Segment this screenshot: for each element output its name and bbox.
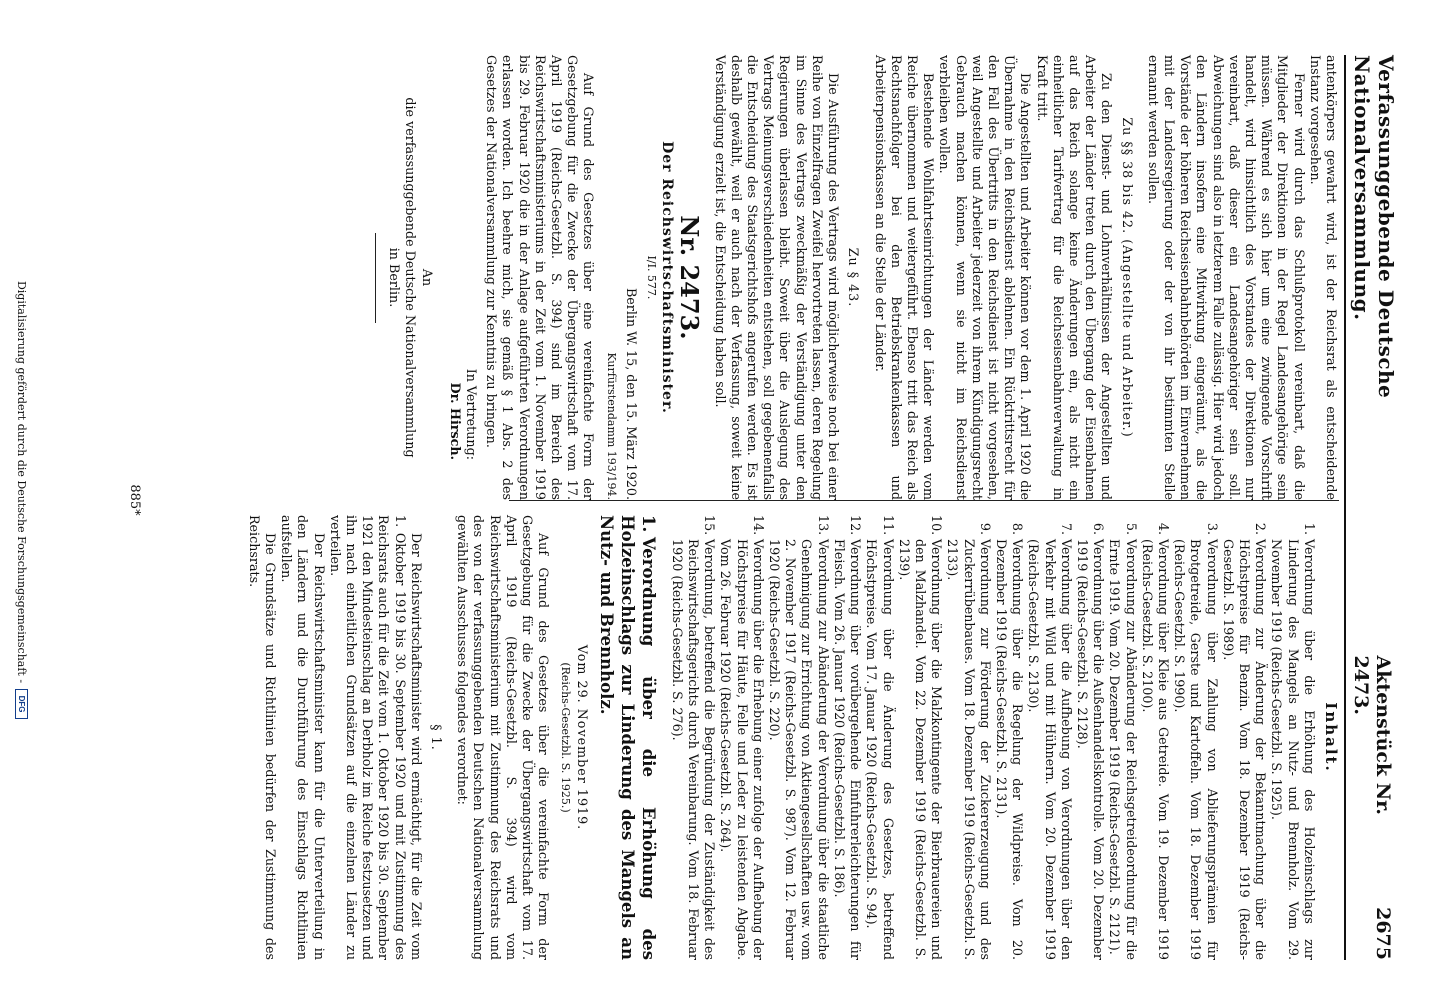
toc-item-number: 4. — [1155, 522, 1171, 535]
left-column — [365, 55, 1339, 500]
credit-text: Digitalisierung gefördert durch die Deutsche Forschungsgemeinschaft - — [15, 280, 28, 684]
toc-item-number: 9. — [977, 522, 993, 535]
paragraph: antenkörpers gewahrt wird, ist der Reichsrat als entscheidende Instanz vorgesehen. — [1307, 55, 1339, 500]
paragraph: Zu den Dienst- und Lohnverhältnissen der Angestellten und Arbeiter der Länder treten durch den Übergang der Eisenbahnen auf das Reich solange keine Änderungen ein, als nicht ein einheitlicher Tarifvertrag für die Reichseisenbahnverwaltung in Kraft tritt. — [1034, 55, 1115, 500]
toc-item-text: Verordnung über vorübergehende Einfuhrerleichterungen für Fleisch. Vom 26. Januar 1920 (Reichs-Gesetzbl. S. 186). — [831, 539, 864, 960]
header-aktenstueck: Aktenstück Nr. 2473. — [1350, 655, 1394, 815]
paragraph: Bestehende Wohlfahrtseinrichtungen der Länder werden vom Reiche übernommen und weitergeführt. Ebenso tritt das Reich als Rechtsnachfolger bei den Betriebskrankenkassen und Arbeiterpensionskassen an die Stelle der Länder. — [872, 55, 937, 500]
toc-item — [717, 515, 766, 960]
toc-item-text: Verordnung über die Malzkontingente der Bierbrauereien und den Malzhandel. Vom 22. Dezember 1919 (Reichs-Gesetzbl. S. 2139). — [896, 539, 945, 960]
signature-note: In Vertretung: — [464, 368, 480, 460]
toc-title: Inhalt. — [1322, 702, 1340, 773]
toc-item — [831, 515, 863, 960]
authority: Der Reichswirtschaftsminister. — [659, 141, 676, 414]
toc-item-text: Verordnung über die Erhebung einer zufolge der Aufhebung der Höchstpreise für Häute, Felle und Leder zu leistenden Abgabe. Vom 26. Februar 1920 (Reichs-Gesetzbl. S. 264). — [718, 539, 766, 960]
paragraph: Die Grundsätze und Richtlinien bedürfen der Zustimmung des Reichsrats. — [246, 515, 279, 960]
toc-item-number: 5. — [1123, 522, 1139, 535]
toc-item-number: 15. — [702, 515, 718, 536]
toc-item-number: 12. — [848, 515, 864, 536]
ordinance-title — [596, 515, 659, 960]
recipient-an: An — [419, 268, 435, 287]
header-title: Verfassunggebende Deutsche Nationalversammlung. — [1350, 55, 1398, 399]
digitization-credit — [15, 0, 28, 1000]
dfg-logo: DFG — [15, 689, 28, 719]
ordinance-number: 1. — [638, 515, 658, 533]
toc-item-text: Verordnung, betreffend die Begründung der Zuständigkeit des Reichswirtschaftsgerichts durch Vereinbarung. Vom 18. Februar 1920 (Reichs-Gesetzbl. S. 276). — [669, 539, 718, 960]
toc-item-text: Verordnung über Zahlung von Ablieferungsprämien für Brotgetreide, Gerste und Kartoffeln. Vom 18. Dezember 1919 (Reichs-Gesetzbl. S. 1990). — [1172, 539, 1220, 960]
paragraph: Die Ausführung des Vertrags wird möglicherweise noch bei einer Reihe von Einzelfragen Zweifel hervortreten lassen, deren Regelung im Sinne des Vertrags zweckmäßig der Verständigung unter den Regierungen überlassen bleibt. Soweit über die Auslegung des Vertrags Meinungsverschiedenheiten entstehen, soll gegebenenfalls die Entscheidung des Staatsgerichtshofs angerufen werden. Es ist deshalb gewählt, weil er auch nach der Verfassung, soweit keine Verständigung erzielt ist, die Entscheidung haben soll. — [712, 55, 842, 500]
toc-item-number: 10. — [929, 515, 945, 536]
toc-item-number: 3. — [1204, 522, 1220, 535]
toc-item-text: Verordnung über Kleie aus Getreide. Vom 19. Dezember 1919 (Reichs-Gesetzbl. S. 2100). — [1139, 539, 1171, 960]
toc-item — [669, 515, 718, 960]
toc-item-text: Verordnung über die Aufhebung von Verordnungen über den Verkehr mit Wild und mit Hühnern. Vom 20. Dezember 1919 (Reichs-Gesetzbl. S. 2130). — [1026, 539, 1074, 960]
file-reference: I/I. 577. — [645, 255, 659, 300]
toc-item-number: 7. — [1058, 522, 1074, 535]
paragraph: Auf Grund des Gesetzes über die vereinfachte Form der Gesetzgebung für die Zwecke der Übergangswirtschaft vom 17. April 1919 (Reichs-Gesetzbl. S. 394) wird vom Reichswirtschaftsministerium mit Zustimmung des Reichsrats und des von der verfassunggebenden Deutschen Nationalversammlung gewählten Ausschusses folgendes verordnet: — [455, 515, 552, 960]
paragraph: Der Reichswirtschaftsminister kann für die Unterverteilung in den Ländern und die Durchführung des Einschlags Richtlinien aufstellen. — [279, 515, 327, 960]
toc-item-number: 11. — [880, 515, 896, 536]
toc-item-number: 1. — [1301, 522, 1317, 535]
header-page-number: 2675 — [1372, 907, 1394, 960]
toc-item-number: 6. — [1091, 522, 1107, 535]
toc-item-text: Verordnung über die Regelung der Wildpreise. Vom 20. Dezember 1919 (Reichs-Gesetzbl. S. 2131). — [993, 539, 1026, 960]
toc-item — [993, 515, 1025, 960]
ordinance-reference: (Reichs-Gesetzbl. S. 1925.) — [559, 662, 573, 813]
signature-name: Dr. Hirsch. — [447, 382, 463, 460]
toc-item-text: Verordnung zur Änderung der Bekanntmachung über die Höchstpreise für Benzin. Vom 18. Dezember 1919 (Reichs-Gesetzbl. S. 1989). — [1220, 539, 1269, 960]
toc-item-number: 14. — [750, 515, 766, 536]
ordinance-date: Vom 29. November 1919. — [574, 644, 590, 831]
toc-item — [1139, 515, 1171, 960]
toc-item-text: Verordnung über die Änderung des Gesetzes, betreffend Höchstpreise. Vom 17. Januar 1920 (Reichs-Gesetzbl. S. 94). — [864, 539, 896, 960]
toc-item — [766, 515, 831, 960]
letter-date: Berlin W. 15, den 15. März 1920. — [623, 287, 639, 500]
toc-item-text: Verordnung zur Abänderung der Verordnung über die staatliche Genehmigung zur Errichtung von Aktiengesellschaften usw. vom 2. November 1917 (Reichs-Gesetzbl. S. 987). Vom 12. Februar 1920 (Reichs-Gesetzbl. S. 220). — [767, 539, 831, 960]
toc-list — [669, 515, 1317, 960]
page-header — [1344, 55, 1406, 960]
toc-item — [1074, 515, 1106, 960]
toc-item — [944, 515, 993, 960]
header-right — [1350, 656, 1394, 960]
toc-item-text: Verordnung zur Förderung der Zuckererzeugung und des Zuckerrübenbaues. Vom 18. Dezember 1919 (Reichs-Gesetzbl. S. 2133). — [945, 539, 993, 960]
column-divider — [509, 500, 1339, 501]
toc-item — [863, 515, 895, 960]
section-heading: Zu § 43. — [846, 247, 862, 308]
toc-item — [1025, 515, 1074, 960]
toc-item-text: Verordnung über die Erhöhung des Holzeinschlags zur Linderung des Mangels an Nutz- und Brennholz. Vom 29. November 1919 (Reichs-Gesetzbl. S. 1925). — [1269, 539, 1317, 960]
toc-item — [1106, 515, 1138, 960]
footer-page-number: 885* — [127, 484, 142, 516]
toc-item-text: Verordnung zur Abänderung der Reichsgetreideordnung für die Ernte 1919. Vom 20. Dezember 1919 (Reichs-Gesetzbl. S. 2121). — [1107, 539, 1139, 960]
document-number: Nr. 2473. — [675, 215, 705, 340]
section-heading: Zu §§ 38 bis 42. (Angestellte und Arbeiter.) — [1119, 117, 1135, 438]
toc-item-text: Verordnung über die Außenhandelskontrolle. Vom 20. Dezember 1919 (Reichs-Gesetzbl. S. 2128). — [1074, 539, 1107, 960]
paragraph: Ferner wird durch das Schlußprotokoll vereinbart, daß die Mitglieder der Direktionen in der Regel Landesangehörige sein müssen. Während es sich hier um eine zwingende Vorschrift handelt, wird hinsichtlich des Vorstandes der Direktionen nur vereinbart, daß dieser ein Landesangehöriger sein soll. Abweichungen sind also in letzterem Falle zulässig. Hier wird jedoch den Ländern insofern eine Mitwirkung eingeräumt, als die Vorstände der höheren Reichseisenbahnbehörden im Einvernehmen mit der Landesregierung oder der von ihr bestimmten Stelle ernannt werden sollen. — [1145, 55, 1307, 500]
section-heading: § 1. — [429, 724, 445, 751]
toc-item — [1268, 515, 1317, 960]
right-column — [246, 515, 1339, 960]
sender-address: Kurfürstendamm 193/194. — [604, 352, 618, 500]
paragraph: Die Angestellten und Arbeiter können vor dem 1. April 1920 die Übernahme in den Reichsdienst ablehnen. Ein Rücktrittsrecht für den Fall des Übertritts in den Reichsdienst ist nicht vorgesehen, weil Angestellte und Arbeiter jederzeit von ihrem Kündigungsrecht Gebrauch machen können, wenn sie nicht im Reichsdienst verbleiben wollen. — [937, 55, 1034, 500]
toc-item — [896, 515, 945, 960]
toc-item-number: 2. — [1253, 522, 1269, 535]
toc-item-number: 13. — [815, 515, 831, 536]
toc-item — [1220, 515, 1269, 960]
recipient-name: die verfassunggebende Deutsche Nationalversammlung — [403, 97, 419, 458]
rule — [375, 233, 376, 323]
ordinance-title-text: Verordnung über die Erhöhung des Holzeinschlags zur Linderung des Mangels an Nutz- und Brennholz. — [596, 515, 658, 960]
toc-item — [1171, 515, 1220, 960]
toc-item-number: 8. — [1010, 522, 1026, 535]
paragraph: Auf Grund des Gesetzes über eine vereinfachte Form der Gesetzgebung für die Zwecke der Übergangswirtschaft vom 17. April 1919 (Reichs-Gesetzbl. S. 394) sind im Bereich des Reichswirtschaftsministeriums in der Zeit vom 1. November 1919 bis 29. Februar 1920 die in der Anlage aufgeführten Verordnungen erlassen worden. Ich beehre mich, sie gemäß § 1 Abs. 2 des Gesetzes der Nationalversammlung zur Kenntnis zu bringen. — [484, 55, 597, 500]
recipient-city: in Berlin. — [387, 247, 403, 308]
paragraph: Der Reichswirtschaftsminister wird ermächtigt, für die Zeit vom 1. Oktober 1919 bis 30. September 1920 und mit Zustimmung des Reichsrats auch für die Zeit vom 1. Oktober 1920 bis 30. September 1921 den Mindesteinschlag an Derbholz im Reiche festzusetzen und ihn nach einheitlichen Grundsätzen auf die einzelnen Länder zu verteilen. — [327, 515, 424, 960]
